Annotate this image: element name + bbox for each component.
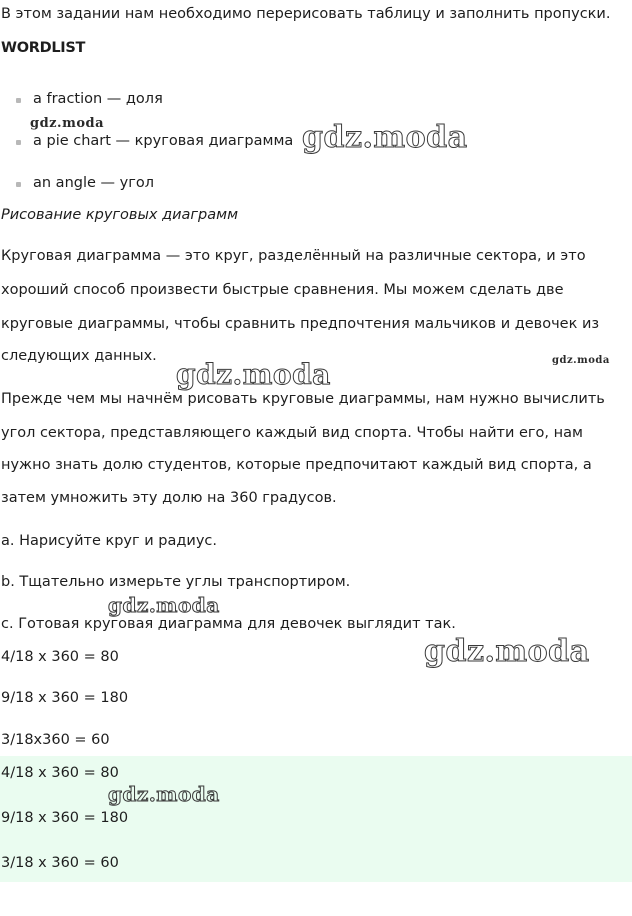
- watermark-text: gdz.moda: [552, 355, 610, 366]
- watermark-text: gdz.moda: [176, 358, 331, 391]
- watermark-text: gdz.moda: [108, 782, 220, 806]
- paragraph-line: нужно знать долю студентов, которые предпочитают каждый вид спорта, а: [1, 457, 592, 473]
- step-item: a. Нарисуйте круг и радиус.: [1, 533, 217, 549]
- intro-text: В этом задании нам необходимо перерисовать таблицу и заполнить пропуски.: [1, 6, 611, 22]
- calculation-line: 9/18 x 360 = 180: [1, 810, 129, 826]
- calculation-line: 3/18 x 360 = 60: [1, 855, 119, 871]
- paragraph-line: Круговая диаграмма — это круг, разделённый на различные сектора, и это: [1, 248, 586, 264]
- step-item: b. Тщательно измерьте углы транспортиром.: [1, 574, 351, 590]
- bullet-marker: [16, 98, 21, 103]
- calculation-line: 9/18 x 360 = 180: [1, 690, 129, 706]
- watermark-text: gdz.moda: [302, 120, 468, 155]
- paragraph-line: затем умножить эту долю на 360 градусов.: [1, 490, 337, 506]
- watermark-text: gdz.moda: [108, 593, 220, 617]
- section-heading: Рисование круговых диаграмм: [1, 207, 239, 223]
- watermark-text: gdz.moda: [30, 116, 105, 131]
- wordlist-item: an angle — угол: [33, 175, 154, 191]
- watermark-text: gdz.moda: [424, 634, 590, 669]
- calculation-line: 4/18 x 360 = 80: [1, 649, 119, 665]
- wordlist-item: a fraction — доля: [33, 91, 163, 107]
- paragraph-line: круговые диаграммы, чтобы сравнить предпочтения мальчиков и девочек из: [1, 316, 600, 332]
- calculation-line: 4/18 x 360 = 80: [1, 765, 119, 781]
- calculation-line: 3/18x360 = 60: [1, 732, 110, 748]
- paragraph-line: угол сектора, представляющего каждый вид спорта. Чтобы найти его, нам: [1, 425, 583, 441]
- paragraph-line: хороший способ произвести быстрые сравнения. Мы можем сделать две: [1, 282, 564, 298]
- step-item: c. Готовая круговая диаграмма для девочек выглядит так.: [1, 616, 456, 632]
- wordlist-heading: WORDLIST: [1, 40, 86, 56]
- bullet-marker: [16, 182, 21, 187]
- bullet-marker: [16, 140, 21, 145]
- wordlist-item: a pie chart — круговая диаграмма: [33, 133, 294, 149]
- paragraph-line: Прежде чем мы начнём рисовать круговые диаграммы, нам нужно вычислить: [1, 391, 605, 407]
- paragraph-line: следующих данных.: [1, 348, 157, 364]
